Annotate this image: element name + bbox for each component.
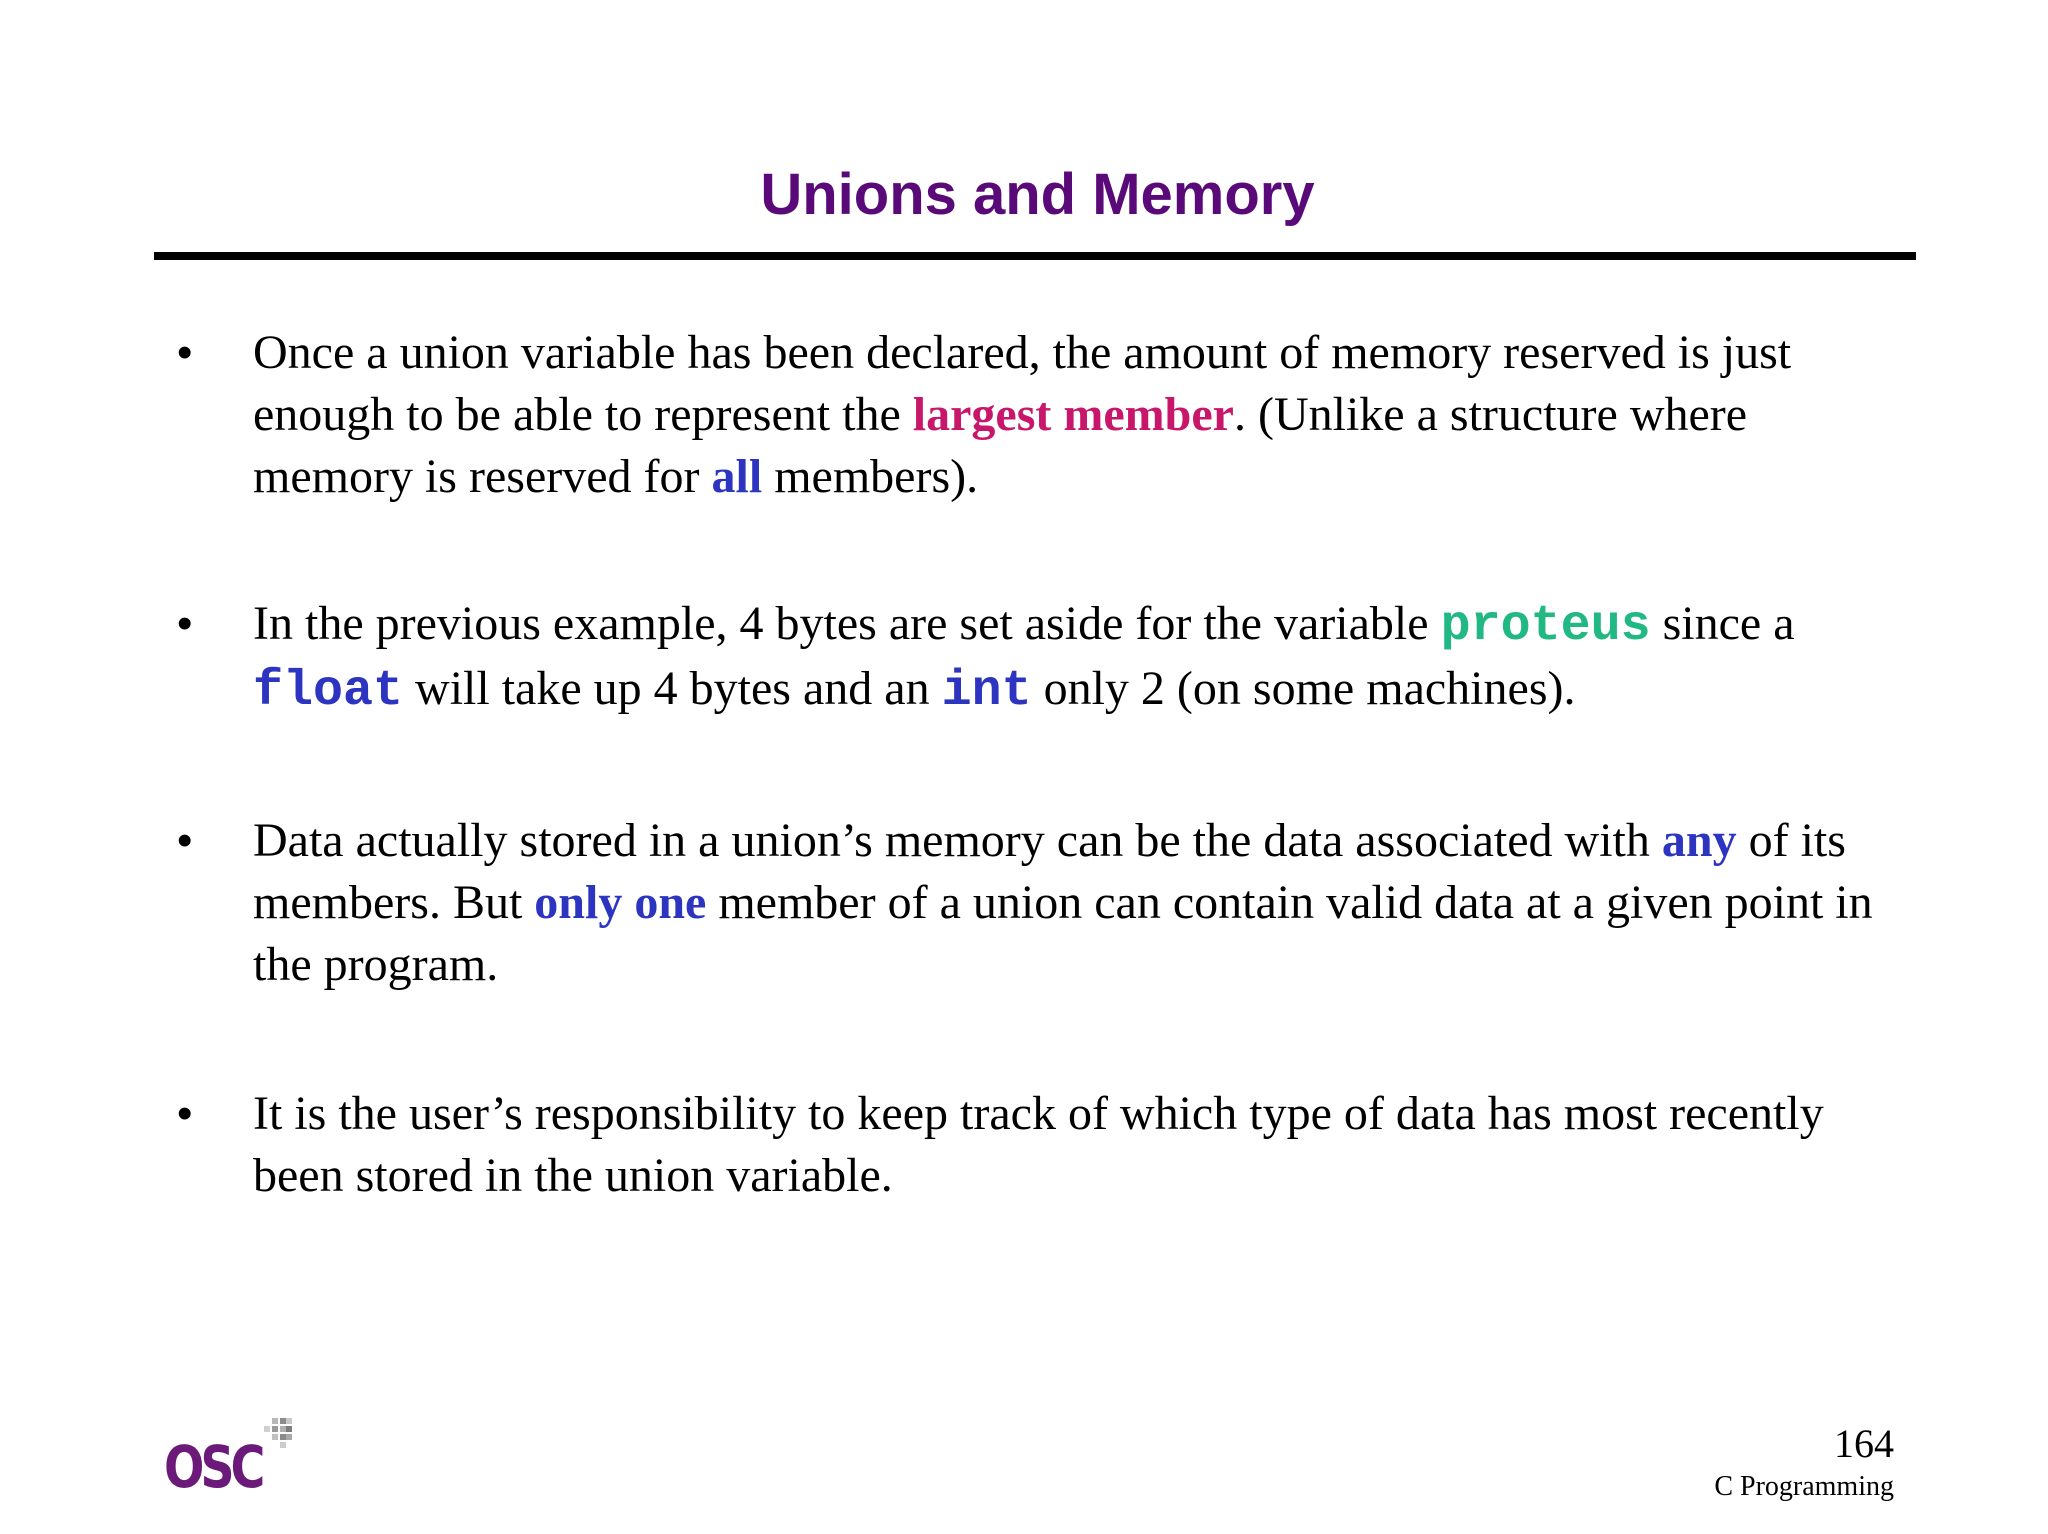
bullet-item-user-responsibility (177, 1083, 1913, 1207)
bullet-text: . (Unlike a structure where memory is reserved for (253, 388, 1748, 503)
bullet-text: In the previous example, 4 bytes are set aside for the variable (253, 597, 1441, 650)
emphasis-only-one: only one (534, 876, 707, 929)
course-name: C Programming (1714, 1471, 1894, 1502)
bullet-text: of its members. But (253, 814, 1846, 929)
bullet-text: member of a union can contain valid data at a given point in the program. (253, 876, 1873, 991)
code-float: float (253, 663, 404, 720)
bullet-text: members). (762, 450, 979, 503)
bullet-item-previous-example (177, 593, 1913, 723)
emphasis-all: all (711, 450, 763, 503)
page-number: 164 (1834, 1421, 1894, 1466)
bullet-icon: • (177, 816, 193, 865)
emphasis-largest-member: largest member (912, 388, 1234, 441)
bullet-item-memory-reserved (177, 322, 1913, 508)
osc-logo-text: OSC (164, 1433, 262, 1501)
code-int: int (941, 663, 1032, 720)
bullet-text: only 2 (on some machines). (1031, 662, 1576, 715)
bullet-text: Data actually stored in a union’s memory can be the data associated with (253, 814, 1662, 867)
bullet-icon: • (177, 599, 193, 648)
bullet-icon: • (177, 328, 193, 377)
slide-title: Unions and Memory (760, 162, 1315, 227)
title-divider (154, 252, 1916, 260)
bullet-text: since a (1650, 597, 1795, 650)
code-proteus: proteus (1440, 598, 1651, 655)
bullet-icon: • (177, 1089, 193, 1138)
bullet-item-stored-data (177, 810, 1913, 996)
bullet-text: will take up 4 bytes and an (403, 662, 942, 715)
bullet-text: It is the user’s responsibility to keep track of which type of data has most recently been stored in the union variable. (253, 1087, 1824, 1202)
bullet-text: Once a union variable has been declared, the amount of memory reserved is just enough to be able to represent the (253, 326, 1792, 441)
osc-logo (164, 1418, 304, 1508)
logo-pixel-grid-icon (260, 1418, 292, 1450)
emphasis-any: any (1661, 814, 1737, 867)
